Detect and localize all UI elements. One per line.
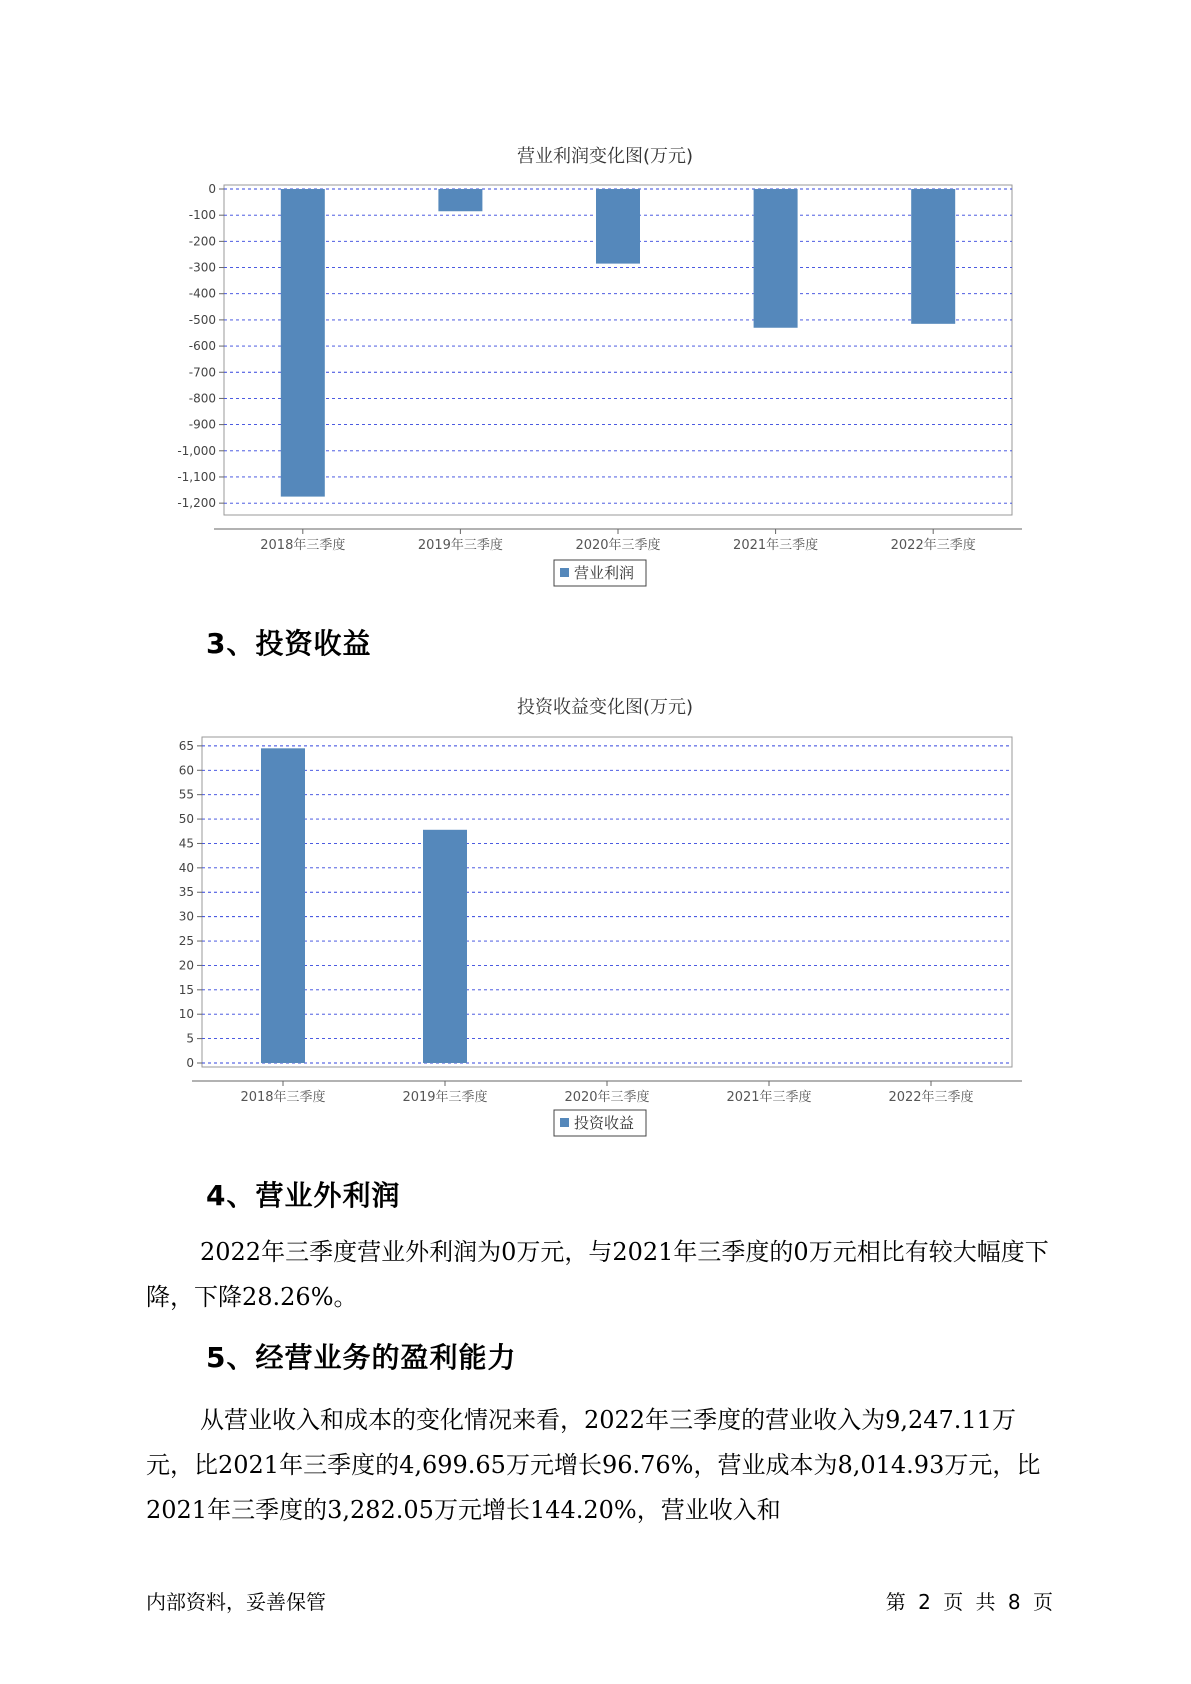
bar <box>261 748 305 1063</box>
y-tick-label: 50 <box>178 812 194 827</box>
y-tick-label: 60 <box>178 763 194 778</box>
y-axis-ticks <box>177 182 224 510</box>
y-tick-label: 40 <box>178 860 194 875</box>
y-axis-ticks <box>179 739 202 1070</box>
y-tick-label: 35 <box>178 885 194 900</box>
y-tick-label: 15 <box>178 982 194 997</box>
x-tick-label: 2022年三季度 <box>888 1090 974 1105</box>
y-tick-label: 5 <box>186 1031 194 1046</box>
legend-label: 投资收益 <box>574 1114 635 1132</box>
bar <box>754 189 798 328</box>
bar <box>423 830 467 1063</box>
legend-swatch <box>560 1118 569 1127</box>
x-tick-label: 2020年三季度 <box>575 538 661 553</box>
y-tick-label: 55 <box>178 787 194 802</box>
y-tick-label: 30 <box>178 909 194 924</box>
y-tick-label: -300 <box>188 260 216 275</box>
heading-profitability: 5、经营业务的盈利能力 <box>206 1341 517 1374</box>
y-tick-label: 20 <box>178 958 194 973</box>
footer-confidential-note: 内部资料，妥善保管 <box>146 1590 326 1614</box>
y-tick-label: -1,000 <box>177 443 216 458</box>
y-tick-label: -800 <box>188 391 216 406</box>
legend <box>554 560 646 586</box>
y-tick-label: 65 <box>178 738 194 753</box>
chart-title: 营业利润变化图(万元) <box>516 146 694 167</box>
bar <box>281 189 325 497</box>
bar <box>596 189 640 264</box>
y-tick-label: -1,200 <box>177 496 216 511</box>
legend-swatch <box>560 568 569 577</box>
y-tick-label: 0 <box>208 182 216 196</box>
footer-page-number: 第 2 页 共 8 页 <box>885 1590 1053 1614</box>
paragraph-non-operating-profit: 2022年三季度营业外利润为0万元，与2021年三季度的0万元相比有较大幅度下降，下降28.26%。 <box>146 1238 1049 1311</box>
plot-area <box>202 737 1012 1067</box>
heading-investment-income: 3、投资收益 <box>206 627 372 660</box>
operating-profit-chart <box>0 130 1191 600</box>
y-tick-label: 10 <box>178 1007 194 1022</box>
legend <box>554 1110 646 1136</box>
y-tick-label: -1,100 <box>177 469 216 484</box>
y-tick-label: -400 <box>188 286 216 301</box>
x-tick-label: 2019年三季度 <box>402 1090 488 1105</box>
y-tick-label: -600 <box>188 339 216 354</box>
y-tick-label: -700 <box>188 365 216 380</box>
y-tick-label: -200 <box>188 234 216 249</box>
x-tick-label: 2021年三季度 <box>733 538 819 553</box>
y-tick-label: 0 <box>186 1056 194 1070</box>
y-tick-label: 45 <box>178 836 194 851</box>
legend-label: 营业利润 <box>574 564 635 582</box>
bar <box>438 189 482 211</box>
x-axis-ticks <box>214 529 1022 553</box>
investment-income-chart <box>0 680 1191 1150</box>
y-tick-label: -900 <box>188 417 216 432</box>
x-tick-label: 2018年三季度 <box>260 538 346 553</box>
paragraph-profitability: 从营业收入和成本的变化情况来看，2022年三季度的营业收入为9,247.11万元，比2021年三季度的4,699.65万元增长96.76%，营业成本为8,014.93万元，比2021年三季度的3,282.05万元增长144.20%，营业收入和 <box>146 1406 1041 1524</box>
x-axis-ticks <box>192 1081 1022 1105</box>
x-tick-label: 2022年三季度 <box>890 538 976 553</box>
bar <box>911 189 955 324</box>
chart-title: 投资收益变化图(万元) <box>516 697 694 718</box>
y-tick-label: 25 <box>178 934 194 949</box>
y-tick-label: -500 <box>188 312 216 327</box>
x-tick-label: 2018年三季度 <box>240 1090 326 1105</box>
x-tick-label: 2020年三季度 <box>564 1090 650 1105</box>
x-tick-label: 2019年三季度 <box>417 538 503 553</box>
x-tick-label: 2021年三季度 <box>726 1090 812 1105</box>
heading-non-operating-profit: 4、营业外利润 <box>206 1179 401 1212</box>
y-tick-label: -100 <box>188 208 216 223</box>
